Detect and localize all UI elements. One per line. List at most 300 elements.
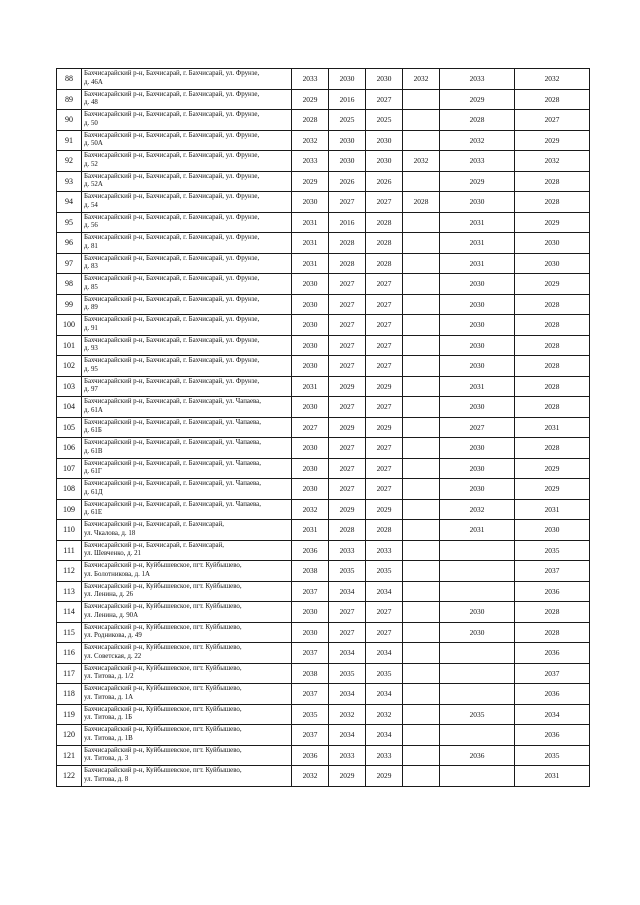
table-row xyxy=(57,376,590,397)
year-cell-1: 2031 xyxy=(292,233,329,254)
year-cell-4 xyxy=(403,704,440,725)
year-cell-1: 2037 xyxy=(292,684,329,705)
address-line-2: д. 61А xyxy=(84,406,103,414)
year-cell-5 xyxy=(440,663,515,684)
year-cell-1: 2030 xyxy=(292,458,329,479)
address-cell xyxy=(82,356,292,377)
year-cell-4 xyxy=(403,725,440,746)
row-number: 117 xyxy=(57,663,82,684)
year-cell-4 xyxy=(403,766,440,787)
year-cell-5: 2033 xyxy=(440,69,515,90)
table-row xyxy=(57,315,590,336)
address-line-1: Бахчисарайский р-н, Бахчисарай, г. Бахчисарай, ул. Чапаева, xyxy=(84,500,261,508)
year-cell-1: 2031 xyxy=(292,520,329,541)
address-cell xyxy=(82,233,292,254)
row-number: 95 xyxy=(57,212,82,233)
table-row xyxy=(57,192,590,213)
address-line-2: ул. Титова, д. 1/2 xyxy=(84,673,134,681)
year-cell-2: 2027 xyxy=(329,356,366,377)
year-cell-3: 2028 xyxy=(366,520,403,541)
address-cell xyxy=(82,130,292,151)
table-row xyxy=(57,745,590,766)
year-cell-3: 2027 xyxy=(366,335,403,356)
address-cell xyxy=(82,294,292,315)
address-cell xyxy=(82,581,292,602)
year-cell-4 xyxy=(403,520,440,541)
table-row xyxy=(57,171,590,192)
year-cell-6: 2035 xyxy=(515,540,590,561)
year-cell-6: 2031 xyxy=(515,417,590,438)
year-cell-3: 2034 xyxy=(366,643,403,664)
address-cell xyxy=(82,171,292,192)
year-cell-3: 2027 xyxy=(366,479,403,500)
address-line-1: Бахчисарайский р-н, Куйбышевское, пгт. Куйбышево, xyxy=(84,746,242,754)
year-cell-6: 2032 xyxy=(515,151,590,172)
year-cell-3: 2034 xyxy=(366,581,403,602)
year-cell-5 xyxy=(440,725,515,746)
year-cell-4 xyxy=(403,745,440,766)
table-row xyxy=(57,684,590,705)
table-row xyxy=(57,438,590,459)
year-cell-2: 2028 xyxy=(329,520,366,541)
year-cell-2: 2027 xyxy=(329,274,366,295)
year-cell-5 xyxy=(440,643,515,664)
year-cell-4 xyxy=(403,356,440,377)
address-cell xyxy=(82,663,292,684)
year-cell-4 xyxy=(403,438,440,459)
year-cell-3: 2034 xyxy=(366,684,403,705)
year-cell-6: 2031 xyxy=(515,766,590,787)
year-cell-4 xyxy=(403,581,440,602)
year-cell-1: 2037 xyxy=(292,581,329,602)
year-cell-1: 2030 xyxy=(292,438,329,459)
year-cell-4 xyxy=(403,294,440,315)
year-cell-6: 2028 xyxy=(515,89,590,110)
table-row xyxy=(57,69,590,90)
year-cell-1: 2031 xyxy=(292,376,329,397)
year-cell-4 xyxy=(403,212,440,233)
year-cell-3: 2030 xyxy=(366,130,403,151)
year-cell-1: 2028 xyxy=(292,110,329,131)
year-cell-5: 2030 xyxy=(440,479,515,500)
year-cell-2: 2016 xyxy=(329,212,366,233)
year-cell-5: 2030 xyxy=(440,622,515,643)
year-cell-3: 2029 xyxy=(366,766,403,787)
address-cell xyxy=(82,110,292,131)
address-cell xyxy=(82,622,292,643)
address-line-1: Бахчисарайский р-н, Бахчисарай, г. Бахчисарай, ул. Фрунзе, xyxy=(84,275,260,283)
address-line-1: Бахчисарайский р-н, Бахчисарай, г. Бахчисарай, ул. Фрунзе, xyxy=(84,90,260,98)
year-cell-6: 2028 xyxy=(515,438,590,459)
address-line-2: д. 48 xyxy=(84,99,98,107)
year-cell-3: 2027 xyxy=(366,274,403,295)
row-number: 96 xyxy=(57,233,82,254)
year-cell-4 xyxy=(403,171,440,192)
year-cell-3: 2029 xyxy=(366,499,403,520)
row-number: 100 xyxy=(57,315,82,336)
year-cell-6: 2028 xyxy=(515,294,590,315)
year-cell-2: 2027 xyxy=(329,479,366,500)
address-cell xyxy=(82,397,292,418)
address-line-1: Бахчисарайский р-н, Бахчисарай, г. Бахчисарай, ул. Фрунзе, xyxy=(84,254,260,262)
year-cell-5: 2030 xyxy=(440,438,515,459)
year-cell-2: 2027 xyxy=(329,602,366,623)
row-number: 109 xyxy=(57,499,82,520)
address-line-1: Бахчисарайский р-н, Куйбышевское, пгт. Куйбышево, xyxy=(84,726,242,734)
address-line-1: Бахчисарайский р-н, Куйбышевское, пгт. Куйбышево, xyxy=(84,623,242,631)
year-cell-2: 2035 xyxy=(329,663,366,684)
year-cell-4 xyxy=(403,663,440,684)
table-row xyxy=(57,151,590,172)
address-cell xyxy=(82,561,292,582)
year-cell-1: 2032 xyxy=(292,130,329,151)
row-number: 101 xyxy=(57,335,82,356)
address-line-2: ул. Титова, д. 1Б xyxy=(84,714,133,722)
table-row xyxy=(57,294,590,315)
year-cell-6: 2028 xyxy=(515,397,590,418)
year-cell-2: 2030 xyxy=(329,151,366,172)
address-line-1: Бахчисарайский р-н, Бахчисарай, г. Бахчисарай, ул. Фрунзе, xyxy=(84,131,260,139)
year-cell-4 xyxy=(403,684,440,705)
address-line-1: Бахчисарайский р-н, Бахчисарай, г. Бахчисарай, xyxy=(84,541,225,549)
table-row xyxy=(57,602,590,623)
year-cell-2: 2029 xyxy=(329,766,366,787)
address-line-1: Бахчисарайский р-н, Куйбышевское, пгт. Куйбышево, xyxy=(84,644,242,652)
year-cell-1: 2038 xyxy=(292,561,329,582)
address-line-2: д. 83 xyxy=(84,263,98,271)
year-cell-1: 2030 xyxy=(292,294,329,315)
table-row xyxy=(57,274,590,295)
year-cell-4: 2028 xyxy=(403,192,440,213)
year-cell-4 xyxy=(403,89,440,110)
year-cell-4: 2032 xyxy=(403,69,440,90)
year-cell-5: 2030 xyxy=(440,335,515,356)
table-row xyxy=(57,540,590,561)
year-cell-1: 2030 xyxy=(292,356,329,377)
year-cell-3: 2032 xyxy=(366,704,403,725)
year-cell-5 xyxy=(440,766,515,787)
table-row xyxy=(57,581,590,602)
year-cell-6: 2036 xyxy=(515,725,590,746)
address-line-2: д. 91 xyxy=(84,324,98,332)
year-cell-6: 2036 xyxy=(515,643,590,664)
address-cell xyxy=(82,745,292,766)
year-cell-3: 2035 xyxy=(366,561,403,582)
year-cell-2: 2033 xyxy=(329,540,366,561)
year-cell-2: 2027 xyxy=(329,294,366,315)
year-cell-6: 2030 xyxy=(515,520,590,541)
year-cell-1: 2033 xyxy=(292,69,329,90)
year-cell-1: 2030 xyxy=(292,335,329,356)
year-cell-4 xyxy=(403,397,440,418)
year-cell-2: 2032 xyxy=(329,704,366,725)
row-number: 97 xyxy=(57,253,82,274)
table-row xyxy=(57,212,590,233)
year-cell-6: 2034 xyxy=(515,704,590,725)
table-row xyxy=(57,253,590,274)
address-line-2: ул. Титова, д. 3 xyxy=(84,755,129,763)
year-cell-1: 2030 xyxy=(292,622,329,643)
year-cell-6: 2028 xyxy=(515,171,590,192)
year-cell-2: 2028 xyxy=(329,233,366,254)
year-cell-5: 2029 xyxy=(440,171,515,192)
address-cell xyxy=(82,684,292,705)
year-cell-4 xyxy=(403,561,440,582)
address-line-1: Бахчисарайский р-н, Куйбышевское, пгт. Куйбышево, xyxy=(84,767,242,775)
table-row xyxy=(57,725,590,746)
address-cell xyxy=(82,212,292,233)
table-row xyxy=(57,663,590,684)
year-cell-2: 2033 xyxy=(329,745,366,766)
year-cell-2: 2025 xyxy=(329,110,366,131)
address-cell xyxy=(82,315,292,336)
year-cell-3: 2029 xyxy=(366,417,403,438)
row-number: 105 xyxy=(57,417,82,438)
row-number: 91 xyxy=(57,130,82,151)
year-cell-6: 2029 xyxy=(515,130,590,151)
address-cell xyxy=(82,704,292,725)
address-cell xyxy=(82,89,292,110)
address-line-1: Бахчисарайский р-н, Куйбышевское, пгт. Куйбышево, xyxy=(84,685,242,693)
row-number: 111 xyxy=(57,540,82,561)
year-cell-4 xyxy=(403,233,440,254)
year-cell-2: 2027 xyxy=(329,192,366,213)
address-cell xyxy=(82,274,292,295)
address-line-1: Бахчисарайский р-н, Бахчисарай, г. Бахчисарай, ул. Фрунзе, xyxy=(84,213,260,221)
year-cell-6: 2028 xyxy=(515,335,590,356)
row-number: 118 xyxy=(57,684,82,705)
year-cell-2: 2027 xyxy=(329,438,366,459)
row-number: 98 xyxy=(57,274,82,295)
row-number: 122 xyxy=(57,766,82,787)
year-cell-6: 2029 xyxy=(515,479,590,500)
year-cell-5: 2035 xyxy=(440,704,515,725)
year-cell-3: 2030 xyxy=(366,69,403,90)
address-line-2: ул. Титова, д. 1А xyxy=(84,693,134,701)
row-number: 116 xyxy=(57,643,82,664)
year-cell-5 xyxy=(440,540,515,561)
address-cell xyxy=(82,540,292,561)
address-line-1: Бахчисарайский р-н, Бахчисарай, г. Бахчисарай, ул. Фрунзе, xyxy=(84,316,260,324)
year-cell-3: 2033 xyxy=(366,745,403,766)
year-cell-5: 2030 xyxy=(440,315,515,336)
address-cell xyxy=(82,438,292,459)
address-line-1: Бахчисарайский р-н, Бахчисарай, г. Бахчисарай, ул. Фрунзе, xyxy=(84,377,260,385)
year-cell-6: 2028 xyxy=(515,315,590,336)
table-row xyxy=(57,356,590,377)
year-cell-3: 2027 xyxy=(366,315,403,336)
year-cell-5 xyxy=(440,581,515,602)
address-line-2: д. 50А xyxy=(84,140,103,148)
year-cell-3: 2026 xyxy=(366,171,403,192)
year-cell-5: 2030 xyxy=(440,602,515,623)
year-cell-4 xyxy=(403,417,440,438)
row-number: 115 xyxy=(57,622,82,643)
row-number: 112 xyxy=(57,561,82,582)
year-cell-3: 2027 xyxy=(366,294,403,315)
year-cell-5: 2031 xyxy=(440,212,515,233)
address-line-2: д. 46А xyxy=(84,78,103,86)
address-line-2: д. 56 xyxy=(84,222,98,230)
housing-schedule-table xyxy=(56,68,590,787)
address-line-1: Бахчисарайский р-н, Бахчисарай, г. Бахчисарай, ул. Чапаева, xyxy=(84,398,261,406)
address-line-2: ул. Титова, д. 1В xyxy=(84,734,133,742)
year-cell-2: 2027 xyxy=(329,397,366,418)
address-line-1: Бахчисарайский р-н, Бахчисарай, г. Бахчисарай, ул. Фрунзе, xyxy=(84,234,260,242)
year-cell-4 xyxy=(403,253,440,274)
year-cell-3: 2035 xyxy=(366,663,403,684)
year-cell-6: 2028 xyxy=(515,356,590,377)
year-cell-5: 2032 xyxy=(440,130,515,151)
year-cell-1: 2030 xyxy=(292,602,329,623)
year-cell-4 xyxy=(403,458,440,479)
year-cell-5: 2030 xyxy=(440,192,515,213)
row-number: 113 xyxy=(57,581,82,602)
year-cell-3: 2030 xyxy=(366,151,403,172)
address-line-2: ул. Чкалова, д. 18 xyxy=(84,529,136,537)
year-cell-6: 2029 xyxy=(515,458,590,479)
year-cell-1: 2032 xyxy=(292,766,329,787)
year-cell-5: 2029 xyxy=(440,89,515,110)
address-line-1: Бахчисарайский р-н, Бахчисарай, г. Бахчисарай, ул. Фрунзе, xyxy=(84,193,260,201)
row-number: 110 xyxy=(57,520,82,541)
year-cell-1: 2030 xyxy=(292,479,329,500)
year-cell-1: 2031 xyxy=(292,253,329,274)
address-cell xyxy=(82,458,292,479)
year-cell-4 xyxy=(403,643,440,664)
year-cell-1: 2037 xyxy=(292,643,329,664)
year-cell-6: 2030 xyxy=(515,253,590,274)
year-cell-5: 2030 xyxy=(440,458,515,479)
year-cell-3: 2025 xyxy=(366,110,403,131)
year-cell-2: 2027 xyxy=(329,458,366,479)
address-cell xyxy=(82,417,292,438)
table-row xyxy=(57,335,590,356)
table-row xyxy=(57,397,590,418)
address-line-2: д. 61Д xyxy=(84,488,103,496)
address-line-2: ул. Шевченко, д. 21 xyxy=(84,550,141,558)
year-cell-4 xyxy=(403,335,440,356)
table-row xyxy=(57,458,590,479)
year-cell-6: 2028 xyxy=(515,192,590,213)
row-number: 119 xyxy=(57,704,82,725)
year-cell-1: 2033 xyxy=(292,151,329,172)
address-cell xyxy=(82,151,292,172)
year-cell-3: 2034 xyxy=(366,725,403,746)
row-number: 89 xyxy=(57,89,82,110)
year-cell-2: 2030 xyxy=(329,130,366,151)
year-cell-1: 2036 xyxy=(292,540,329,561)
year-cell-4 xyxy=(403,622,440,643)
table-row xyxy=(57,561,590,582)
row-number: 108 xyxy=(57,479,82,500)
table-row xyxy=(57,704,590,725)
address-line-2: д. 52А xyxy=(84,181,103,189)
year-cell-3: 2028 xyxy=(366,212,403,233)
address-line-2: ул. Болотникова, д. 1А xyxy=(84,570,150,578)
year-cell-2: 2016 xyxy=(329,89,366,110)
year-cell-5 xyxy=(440,684,515,705)
year-cell-1: 2030 xyxy=(292,192,329,213)
year-cell-2: 2027 xyxy=(329,622,366,643)
address-line-2: д. 61Б xyxy=(84,427,102,435)
table-row xyxy=(57,89,590,110)
year-cell-2: 2028 xyxy=(329,253,366,274)
table-row xyxy=(57,766,590,787)
table-row xyxy=(57,643,590,664)
address-line-1: Бахчисарайский р-н, Бахчисарай, г. Бахчисарай, ул. Фрунзе, xyxy=(84,70,260,78)
table-row xyxy=(57,233,590,254)
year-cell-2: 2034 xyxy=(329,581,366,602)
year-cell-6: 2030 xyxy=(515,233,590,254)
address-line-1: Бахчисарайский р-н, Куйбышевское, пгт. Куйбышево, xyxy=(84,664,242,672)
year-cell-4 xyxy=(403,110,440,131)
year-cell-1: 2029 xyxy=(292,171,329,192)
address-line-2: ул. Титова, д. 8 xyxy=(84,775,129,783)
year-cell-1: 2030 xyxy=(292,274,329,295)
year-cell-2: 2035 xyxy=(329,561,366,582)
year-cell-1: 2035 xyxy=(292,704,329,725)
year-cell-1: 2038 xyxy=(292,663,329,684)
year-cell-2: 2027 xyxy=(329,335,366,356)
address-line-1: Бахчисарайский р-н, Бахчисарай, г. Бахчисарай, ул. Чапаева, xyxy=(84,459,261,467)
address-line-1: Бахчисарайский р-н, Бахчисарай, г. Бахчисарай, ул. Фрунзе, xyxy=(84,152,260,160)
year-cell-3: 2027 xyxy=(366,192,403,213)
address-cell xyxy=(82,479,292,500)
address-cell xyxy=(82,725,292,746)
row-number: 94 xyxy=(57,192,82,213)
year-cell-4 xyxy=(403,540,440,561)
address-line-2: д. 61В xyxy=(84,447,103,455)
year-cell-5: 2031 xyxy=(440,253,515,274)
address-line-1: Бахчисарайский р-н, Куйбышевское, пгт. Куйбышево, xyxy=(84,603,242,611)
year-cell-5: 2032 xyxy=(440,499,515,520)
year-cell-1: 2030 xyxy=(292,397,329,418)
year-cell-4 xyxy=(403,499,440,520)
address-line-2: д. 61Г xyxy=(84,468,102,476)
address-line-1: Бахчисарайский р-н, Бахчисарай, г. Бахчисарай, ул. Фрунзе, xyxy=(84,111,260,119)
year-cell-5: 2030 xyxy=(440,274,515,295)
year-cell-3: 2028 xyxy=(366,253,403,274)
year-cell-3: 2027 xyxy=(366,602,403,623)
year-cell-5: 2031 xyxy=(440,376,515,397)
row-number: 106 xyxy=(57,438,82,459)
year-cell-5: 2031 xyxy=(440,233,515,254)
address-line-1: Бахчисарайский р-н, Куйбышевское, пгт. Куйбышево, xyxy=(84,582,242,590)
year-cell-2: 2029 xyxy=(329,376,366,397)
year-cell-2: 2034 xyxy=(329,684,366,705)
table-row xyxy=(57,130,590,151)
year-cell-1: 2027 xyxy=(292,417,329,438)
table-row xyxy=(57,520,590,541)
year-cell-6: 2032 xyxy=(515,69,590,90)
year-cell-6: 2029 xyxy=(515,274,590,295)
address-line-1: Бахчисарайский р-н, Бахчисарай, г. Бахчисарай, ул. Фрунзе, xyxy=(84,336,260,344)
year-cell-6: 2031 xyxy=(515,499,590,520)
year-cell-3: 2027 xyxy=(366,356,403,377)
address-cell xyxy=(82,192,292,213)
address-line-2: д. 50 xyxy=(84,119,98,127)
year-cell-5: 2033 xyxy=(440,151,515,172)
address-line-1: Бахчисарайский р-н, Бахчисарай, г. Бахчисарай, ул. Чапаева, xyxy=(84,480,261,488)
year-cell-6: 2037 xyxy=(515,561,590,582)
row-number: 92 xyxy=(57,151,82,172)
year-cell-5: 2028 xyxy=(440,110,515,131)
address-cell xyxy=(82,253,292,274)
year-cell-5: 2036 xyxy=(440,745,515,766)
row-number: 102 xyxy=(57,356,82,377)
row-number: 104 xyxy=(57,397,82,418)
